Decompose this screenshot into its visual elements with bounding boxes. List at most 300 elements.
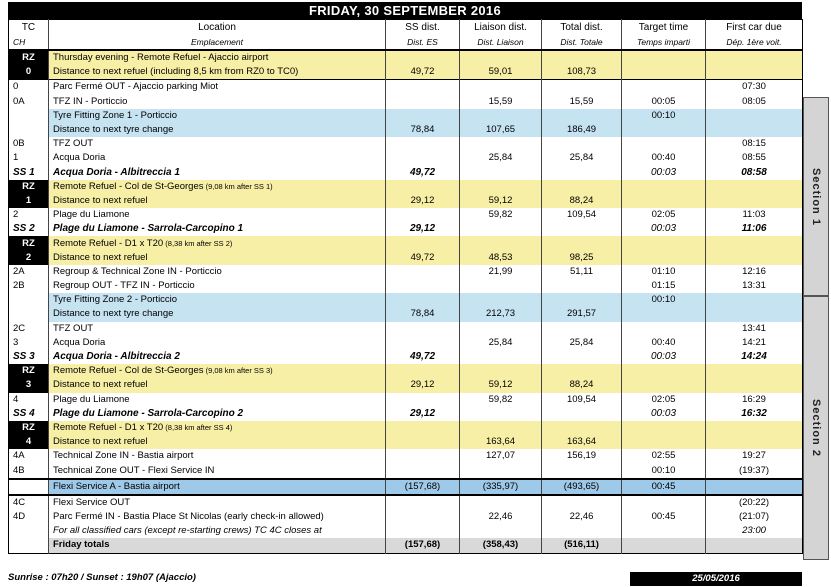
- tc-cell: RZ: [9, 50, 49, 65]
- header-liaison-dist: Liaison dist.: [460, 20, 542, 36]
- table-row: [9, 180, 803, 194]
- liaison-dist-cell: [460, 293, 542, 307]
- total-dist-cell: [542, 109, 622, 123]
- total-dist-cell: [542, 524, 622, 538]
- target-time-cell: [622, 524, 706, 538]
- ss-dist-cell: [386, 236, 460, 250]
- total-dist-cell: 156,19: [542, 449, 622, 463]
- ss-dist-cell: 78,84: [386, 307, 460, 321]
- liaison-dist-cell: 59,82: [460, 393, 542, 407]
- section-1-tab: [803, 97, 829, 296]
- page-footer: [8, 572, 802, 586]
- location-cell: Plage du Liamone: [49, 393, 386, 407]
- table-row: [9, 538, 803, 553]
- tc-cell: SS 3: [9, 350, 49, 364]
- ss-dist-cell: [386, 495, 460, 510]
- total-dist-cell: [542, 364, 622, 378]
- ss-dist-cell: [386, 336, 460, 350]
- tc-cell: 0: [9, 65, 49, 80]
- target-time-cell: [622, 180, 706, 194]
- location-text: Remote Refuel - D1 x T20: [53, 421, 164, 433]
- location-cell: Tyre Fitting Zone 2 - Porticcio: [49, 293, 386, 307]
- tc-cell: 2A: [9, 265, 49, 279]
- total-dist-cell: 291,57: [542, 307, 622, 321]
- first-car-due-cell: [706, 479, 803, 495]
- total-dist-cell: 186,49: [542, 123, 622, 137]
- table-row: [9, 322, 803, 336]
- first-car-due-cell: 14:24: [741, 351, 767, 363]
- table-row: [9, 265, 803, 279]
- location-cell: Technical Zone OUT - Flexi Service IN: [49, 463, 386, 478]
- ss-dist-cell: [386, 50, 460, 65]
- first-car-due-cell: [706, 123, 803, 137]
- total-dist-cell: 88,24: [542, 194, 622, 208]
- location-cell: Regroup & Technical Zone IN - Porticcio: [49, 265, 386, 279]
- location-cell: Distance to next refuel: [49, 435, 386, 449]
- ss-dist-cell: [386, 364, 460, 378]
- table-row: [9, 350, 803, 364]
- target-time-cell: 00:40: [622, 151, 706, 165]
- ss-dist-cell: [386, 208, 460, 222]
- section-2-tab: [803, 296, 829, 560]
- location-cell: [49, 421, 386, 435]
- location-cell: Tyre Fitting Zone 1 - Porticcio: [49, 109, 386, 123]
- liaison-dist-cell: 59,01: [460, 65, 542, 80]
- first-car-due-cell: (19:37): [738, 464, 770, 476]
- location-cell: Plage du Liamone - Sarrola-Carcopino 1: [49, 222, 386, 236]
- table-row: [9, 194, 803, 208]
- location-cell: Plage du Liamone - Sarrola-Carcopino 2: [49, 407, 386, 421]
- location-cell: Acqua Doria - Albitreccia 2: [49, 350, 386, 364]
- first-car-due-cell: 16:32: [741, 407, 767, 419]
- liaison-dist-cell: 127,07: [460, 449, 542, 463]
- ss-dist-cell: 29,12: [386, 194, 460, 208]
- location-cell: Regroup OUT - TFZ IN - Porticcio: [49, 279, 386, 293]
- total-dist-cell: 51,11: [542, 265, 622, 279]
- target-time-cell: 02:05: [622, 393, 706, 407]
- section-2-label: Section 2: [810, 399, 822, 457]
- first-car-due-cell: [706, 50, 803, 65]
- first-car-due-cell: [706, 421, 803, 435]
- liaison-dist-cell: 107,65: [460, 123, 542, 137]
- liaison-dist-cell: [460, 180, 542, 194]
- first-car-due-cell: 08:55: [742, 152, 766, 164]
- first-car-due-cell: [706, 538, 803, 553]
- location-note: (9,08 km after SS 1): [203, 181, 273, 191]
- tc-cell: [9, 109, 49, 123]
- target-time-cell: [622, 378, 706, 392]
- total-dist-cell: [542, 236, 622, 250]
- header-fr-dep: Dép. 1ère voit.: [706, 35, 803, 50]
- first-car-due-cell: 23:00: [742, 525, 766, 537]
- tc-cell: SS 2: [9, 222, 49, 236]
- location-note: (9,08 km after SS 3): [203, 366, 273, 376]
- first-car-due-cell: 08:58: [741, 166, 767, 178]
- liaison-dist-cell: 25,84: [460, 336, 542, 350]
- target-time-cell: 00:05: [622, 95, 706, 109]
- location-cell: Technical Zone IN - Bastia airport: [49, 449, 386, 463]
- liaison-dist-cell: [460, 322, 542, 336]
- tc-cell: 4A: [9, 449, 49, 463]
- table-row: [9, 137, 803, 151]
- ss-dist-cell: [386, 180, 460, 194]
- tc-cell: 3: [9, 336, 49, 350]
- tc-cell: [9, 307, 49, 321]
- ss-dist-cell: (157,68): [386, 538, 460, 553]
- table-row: [9, 251, 803, 265]
- target-time-cell: [622, 538, 706, 553]
- ss-dist-cell: 29,12: [386, 407, 460, 421]
- header-row: [9, 20, 803, 36]
- liaison-dist-cell: 59,12: [460, 194, 542, 208]
- liaison-dist-cell: (335,97): [460, 479, 542, 495]
- tc-cell: 1: [9, 194, 49, 208]
- tc-cell: 4: [9, 435, 49, 449]
- total-dist-cell: [542, 421, 622, 435]
- itinerary-rows: [9, 50, 803, 553]
- print-date: 25/05/2016: [630, 572, 802, 586]
- table-row: [9, 407, 803, 421]
- location-note: (8,38 km after SS 4): [163, 422, 233, 432]
- liaison-dist-cell: 25,84: [460, 151, 542, 165]
- location-cell: TFZ OUT: [49, 137, 386, 151]
- itinerary-table: [8, 19, 803, 554]
- target-time-cell: [622, 435, 706, 449]
- liaison-dist-cell: [460, 364, 542, 378]
- ss-dist-cell: [386, 393, 460, 407]
- itinerary-page: [8, 2, 802, 554]
- tc-cell: 0: [9, 80, 49, 95]
- location-cell: Distance to next refuel (including 8,5 km from RZ0 to TC0): [49, 65, 386, 80]
- liaison-dist-cell: 212,73: [460, 307, 542, 321]
- first-car-due-cell: [706, 307, 803, 321]
- target-time-cell: 02:05: [622, 208, 706, 222]
- tc-cell: SS 4: [9, 407, 49, 421]
- total-dist-cell: [542, 463, 622, 478]
- location-cell: Friday totals: [49, 538, 386, 553]
- table-row: [9, 307, 803, 321]
- table-row: [9, 378, 803, 392]
- ss-dist-cell: 78,84: [386, 123, 460, 137]
- table-row: [9, 222, 803, 236]
- first-car-due-cell: 07:30: [706, 80, 803, 95]
- total-dist-cell: 163,64: [542, 435, 622, 449]
- header-ss-dist: SS dist.: [386, 20, 460, 36]
- tc-cell: [9, 293, 49, 307]
- target-time-cell: [622, 322, 706, 336]
- liaison-dist-cell: [460, 279, 542, 293]
- first-car-due-cell: 08:15: [742, 138, 766, 150]
- liaison-dist-cell: [460, 421, 542, 435]
- page-title: FRIDAY, 30 SEPTEMBER 2016: [8, 2, 802, 19]
- tc-cell: [9, 123, 49, 137]
- location-cell: Acqua Doria: [49, 151, 386, 165]
- liaison-dist-cell: [460, 350, 542, 364]
- location-cell: Acqua Doria: [49, 336, 386, 350]
- table-row: [9, 95, 803, 109]
- first-car-due-cell: [706, 364, 803, 378]
- first-car-due-cell: [706, 378, 803, 392]
- tc-cell: 2: [9, 251, 49, 265]
- ss-dist-cell: [386, 95, 460, 109]
- first-car-due-cell: 19:27: [742, 450, 766, 462]
- total-dist-cell: [542, 279, 622, 293]
- first-car-due-cell: [706, 180, 803, 194]
- tc-cell: RZ: [9, 180, 49, 194]
- header-tc: TC: [9, 20, 49, 36]
- ss-dist-cell: [386, 80, 460, 95]
- tc-cell: 0A: [9, 95, 49, 109]
- liaison-dist-cell: 22,46: [460, 510, 542, 524]
- liaison-dist-cell: 21,99: [460, 265, 542, 279]
- table-row: [9, 166, 803, 180]
- liaison-dist-cell: 59,12: [460, 378, 542, 392]
- table-row: [9, 151, 803, 165]
- location-cell: Flexi Service OUT: [49, 495, 386, 510]
- tc-cell: 2: [9, 208, 49, 222]
- location-cell: [49, 180, 386, 194]
- table-row: [9, 364, 803, 378]
- location-cell: Distance to next tyre change: [49, 123, 386, 137]
- total-dist-cell: 108,73: [542, 65, 622, 80]
- location-text: Remote Refuel - D1 x T20: [53, 237, 164, 249]
- total-dist-cell: [542, 222, 622, 236]
- tc-cell: [9, 524, 49, 538]
- ss-dist-cell: [386, 435, 460, 449]
- tc-cell: 2B: [9, 279, 49, 293]
- first-car-due-cell: 13:41: [742, 322, 766, 334]
- total-dist-cell: [542, 407, 622, 421]
- first-car-due-cell: (20:22): [738, 496, 770, 508]
- total-dist-cell: [542, 293, 622, 307]
- table-row: [9, 449, 803, 463]
- liaison-dist-cell: [460, 50, 542, 65]
- first-car-due-cell: 08:05: [742, 95, 766, 107]
- ss-dist-cell: [386, 421, 460, 435]
- location-cell: [49, 364, 386, 378]
- location-note: (8,38 km after SS 2): [163, 238, 233, 248]
- liaison-dist-cell: [460, 109, 542, 123]
- target-time-cell: 02:55: [622, 449, 706, 463]
- target-time-cell: 00:03: [622, 407, 706, 421]
- header-fr-ch: CH: [9, 35, 49, 50]
- table-row: [9, 279, 803, 293]
- table-row: [9, 109, 803, 123]
- location-cell: Flexi Service A - Bastia airport: [49, 479, 386, 495]
- location-cell: Distance to next tyre change: [49, 307, 386, 321]
- liaison-dist-cell: [460, 166, 542, 180]
- location-cell: Thursday evening - Remote Refuel - Ajaccio airport: [49, 50, 386, 65]
- tc-cell: 2C: [9, 322, 49, 336]
- location-cell: [49, 236, 386, 250]
- ss-dist-cell: 29,12: [386, 222, 460, 236]
- table-row: [9, 524, 803, 538]
- liaison-dist-cell: [460, 495, 542, 510]
- location-text: Remote Refuel - Col de St-Georges: [53, 365, 204, 377]
- total-dist-cell: 15,59: [542, 95, 622, 109]
- target-time-cell: [622, 65, 706, 80]
- liaison-dist-cell: (358,43): [460, 538, 542, 553]
- first-car-due-cell: [706, 194, 803, 208]
- total-dist-cell: [542, 350, 622, 364]
- liaison-dist-cell: 163,64: [460, 435, 542, 449]
- table-row: [9, 208, 803, 222]
- table-row: [9, 463, 803, 478]
- liaison-dist-cell: [460, 80, 542, 95]
- total-dist-cell: 88,24: [542, 378, 622, 392]
- table-row: [9, 65, 803, 80]
- ss-dist-cell: 49,72: [386, 251, 460, 265]
- table-row: [9, 236, 803, 250]
- total-dist-cell: [542, 80, 622, 95]
- ss-dist-cell: [386, 524, 460, 538]
- header-fr-emplacement: Emplacement: [49, 35, 386, 50]
- target-time-cell: [622, 307, 706, 321]
- liaison-dist-cell: [460, 524, 542, 538]
- table-row: [9, 393, 803, 407]
- target-time-cell: [622, 123, 706, 137]
- target-time-cell: 01:10: [622, 265, 706, 279]
- ss-dist-cell: 29,12: [386, 378, 460, 392]
- location-cell: Parc Fermé IN - Bastia Place St Nicolas (early check-in allowed): [49, 510, 386, 524]
- location-cell: TFZ IN - Porticcio: [49, 95, 386, 109]
- total-dist-cell: [542, 495, 622, 510]
- target-time-cell: [622, 236, 706, 250]
- tc-cell: [9, 538, 49, 553]
- table-row: [9, 479, 803, 495]
- target-time-cell: 00:03: [622, 222, 706, 236]
- total-dist-cell: [542, 180, 622, 194]
- location-cell: TFZ OUT: [49, 322, 386, 336]
- target-time-cell: [622, 137, 706, 151]
- header-fr-dist-es: Dist. ES: [386, 35, 460, 50]
- total-dist-cell: 22,46: [542, 510, 622, 524]
- first-car-due-cell: 11:06: [741, 223, 767, 235]
- first-car-due-cell: 12:16: [742, 265, 766, 277]
- table-row: [9, 435, 803, 449]
- tc-cell: RZ: [9, 236, 49, 250]
- tc-cell: 1: [9, 151, 49, 165]
- target-time-cell: [622, 50, 706, 65]
- target-time-cell: 00:40: [622, 336, 706, 350]
- liaison-dist-cell: [460, 463, 542, 478]
- liaison-dist-cell: [460, 407, 542, 421]
- location-cell: Distance to next refuel: [49, 378, 386, 392]
- total-dist-cell: 25,84: [542, 336, 622, 350]
- first-car-due-cell: [706, 236, 803, 250]
- first-car-due-cell: [706, 109, 803, 123]
- first-car-due-cell: 16:29: [742, 393, 766, 405]
- first-car-due-cell: 13:31: [742, 280, 766, 292]
- first-car-due-cell: [706, 251, 803, 265]
- target-time-cell: [622, 364, 706, 378]
- total-dist-cell: 109,54: [542, 208, 622, 222]
- target-time-cell: 00:10: [622, 293, 706, 307]
- location-cell: Parc Fermé OUT - Ajaccio parking Miot: [49, 80, 386, 95]
- table-row: [9, 510, 803, 524]
- target-time-cell: [622, 194, 706, 208]
- header-fr-temps: Temps imparti: [622, 35, 706, 50]
- header-total-dist: Total dist.: [542, 20, 622, 36]
- target-time-cell: [622, 251, 706, 265]
- tc-cell: 4: [9, 393, 49, 407]
- tc-cell: [9, 479, 49, 495]
- location-cell: Distance to next refuel: [49, 251, 386, 265]
- location-cell: For all classified cars (except re-starting crews) TC 4C closes at: [49, 524, 386, 538]
- ss-dist-cell: [386, 293, 460, 307]
- ss-dist-cell: [386, 510, 460, 524]
- total-dist-cell: (493,65): [542, 479, 622, 495]
- total-dist-cell: 98,25: [542, 251, 622, 265]
- ss-dist-cell: [386, 109, 460, 123]
- target-time-cell: 00:03: [622, 166, 706, 180]
- ss-dist-cell: [386, 137, 460, 151]
- first-car-due-cell: [706, 435, 803, 449]
- target-time-cell: 00:10: [622, 463, 706, 478]
- ss-dist-cell: [386, 322, 460, 336]
- table-row: [9, 293, 803, 307]
- section-1-label: Section 1: [810, 167, 822, 226]
- liaison-dist-cell: 48,53: [460, 251, 542, 265]
- tc-cell: 4B: [9, 463, 49, 478]
- header-first-car-due: First car due: [726, 21, 782, 33]
- location-cell: Distance to next refuel: [49, 194, 386, 208]
- ss-dist-cell: [386, 279, 460, 293]
- table-row: [9, 123, 803, 137]
- liaison-dist-cell: 15,59: [460, 95, 542, 109]
- tc-cell: RZ: [9, 421, 49, 435]
- ss-dist-cell: [386, 265, 460, 279]
- target-time-cell: [622, 421, 706, 435]
- target-time-cell: 00:03: [622, 350, 706, 364]
- first-car-due-cell: 11:03: [742, 209, 766, 221]
- location-cell: Plage du Liamone: [49, 208, 386, 222]
- location-cell: Acqua Doria - Albitreccia 1: [49, 166, 386, 180]
- liaison-dist-cell: [460, 236, 542, 250]
- location-text: Remote Refuel - Col de St-Georges: [53, 180, 204, 192]
- total-dist-cell: [542, 322, 622, 336]
- tc-cell: RZ: [9, 364, 49, 378]
- ss-dist-cell: 49,72: [386, 65, 460, 80]
- ss-dist-cell: 49,72: [386, 350, 460, 364]
- tc-cell: SS 1: [9, 166, 49, 180]
- target-time-cell: 00:10: [622, 109, 706, 123]
- first-car-due-cell: 14:21: [742, 336, 766, 348]
- total-dist-cell: [542, 137, 622, 151]
- header-fr-dist-liaison: Dist. Liaison: [460, 35, 542, 50]
- tc-cell: 4D: [9, 510, 49, 524]
- ss-dist-cell: (157,68): [386, 479, 460, 495]
- liaison-dist-cell: 59,82: [460, 208, 542, 222]
- total-dist-cell: (516,11): [542, 538, 622, 553]
- total-dist-cell: [542, 50, 622, 65]
- target-time-cell: 00:45: [622, 479, 706, 495]
- liaison-dist-cell: [460, 137, 542, 151]
- table-row: [9, 80, 803, 95]
- first-car-due-cell: [706, 293, 803, 307]
- total-dist-cell: 25,84: [542, 151, 622, 165]
- table-row: [9, 495, 803, 510]
- ss-dist-cell: [386, 151, 460, 165]
- total-dist-cell: [542, 166, 622, 180]
- header-row-fr: [9, 35, 803, 50]
- target-time-cell: [622, 80, 706, 95]
- first-car-due-cell: [706, 65, 803, 80]
- table-row: [9, 336, 803, 350]
- tc-cell: 4C: [9, 495, 49, 510]
- tc-cell: 3: [9, 378, 49, 392]
- tc-cell: 0B: [9, 137, 49, 151]
